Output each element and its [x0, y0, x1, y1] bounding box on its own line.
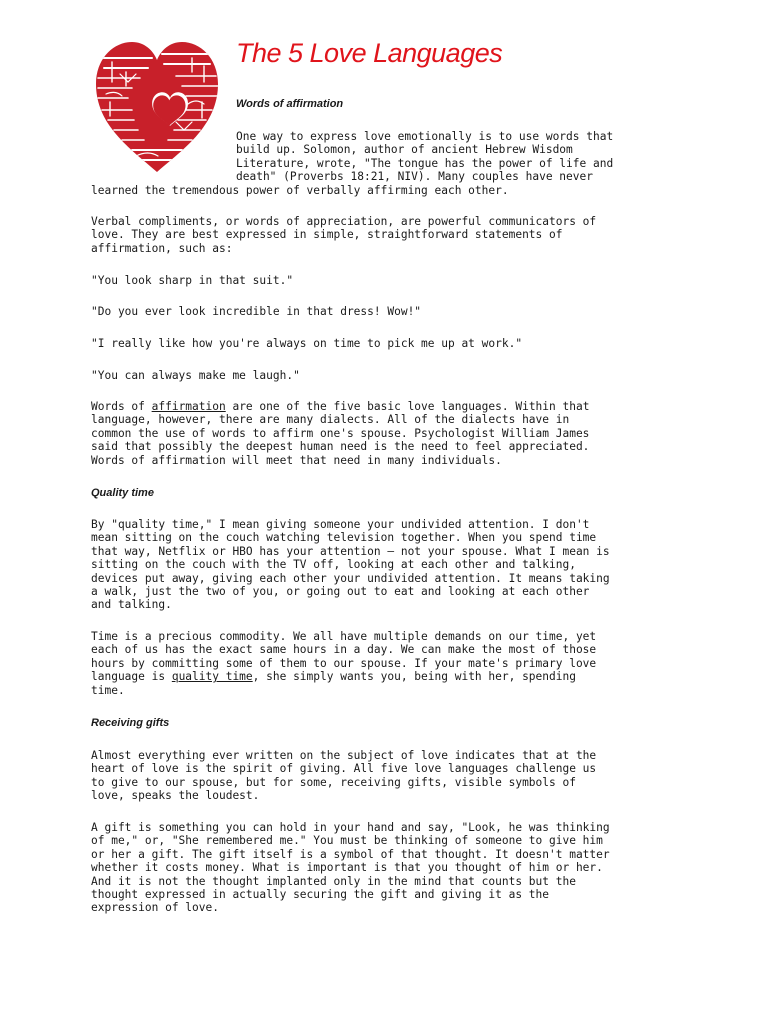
section-heading-words-of-affirmation: Words of affirmation: [236, 98, 344, 110]
paragraph-time-commodity: [91, 630, 596, 697]
affirmation-link[interactable]: affirmation: [151, 400, 226, 413]
intro-line: build up. Solomon, author of ancient Hebrew Wisdom: [236, 143, 573, 157]
intro-line: Literature, wrote, "The tongue has the power of life and: [236, 156, 614, 170]
intro-line: death" (Proverbs 18:21, NIV). Many couples have never: [236, 170, 593, 184]
paragraph-quality-time-definition: By "quality time," I mean giving someone your undivided attention. I don't mean sitting on the couch watching television together. When you spend time that way, Netflix or HBO has your attention – not your spouse. What I mean is sitting on the couch with the TV off, looking at each other and talking, devices put away, giving each other your undivided attention. It means taking a walk, just the two of you, or going out to eat and looking at each other and talking.: [91, 518, 610, 612]
text-run: Words of: [91, 400, 152, 413]
section-heading-receiving-gifts: Receiving gifts: [91, 717, 170, 729]
section-heading-quality-time: Quality time: [91, 487, 154, 499]
quote: "You can always make me laugh.": [91, 369, 300, 382]
page-title: The 5 Love Languages: [236, 38, 503, 68]
intro-continuation: learned the tremendous power of verbally affirming each other.: [91, 183, 509, 197]
text-run: Time is a precious commodity. We all have multiple demands on our time, yet each of us has the exact same hours in a day. We can make the most of those hours by committing some of them to our spouse. If your mate's primary love language is: [91, 630, 597, 684]
intro-paragraph: [236, 130, 613, 184]
paragraph-gift-symbol: A gift is something you can hold in your hand and say, "Look, he was thinking of me," or, "She remembered me." You must be thinking of someone to give him or her a gift. The gift itself is a symbol of that thought. It doesn't matter whether it costs money. What is important is that you thought of him or her. And it is not the thought implanted only in the mind that counts but the thought expressed in actually securing the gift and giving it as the expression of love.: [91, 821, 610, 915]
text-run: are one of the five basic love languages. Within that language, however, there are many dialects. All of the dialects have in common the use of words to affirm one's spouse. Psychologist William James said that possibly the deepest human need is the need to feel appreciated. Words of affirmation will meet that need in many individuals.: [91, 400, 590, 467]
quote: "I really like how you're always on time to pick me up at work.": [91, 337, 523, 350]
quote: "You look sharp in that suit.": [91, 274, 294, 287]
quality-time-link[interactable]: quality time: [171, 670, 253, 684]
paragraph-spirit-of-giving: Almost everything ever written on the subject of love indicates that at the heart of love is the spirit of giving. All five love languages challenge us to give to our spouse, but for some, receiving gifts, visible symbols of love, speaks the loudest.: [91, 749, 597, 803]
heart-word-cloud-icon: [92, 38, 222, 174]
intro-line: One way to express love emotionally is to use words that: [236, 130, 614, 143]
paragraph-verbal-compliments: Verbal compliments, or words of appreciation, are powerful communicators of love. They are best expressed in simple, straightforward statements of affirmation, such as:: [91, 215, 597, 255]
paragraph-affirmation-dialects: [91, 400, 589, 467]
quote: "Do you ever look incredible in that dress! Wow!": [91, 305, 422, 318]
text-run: , she simply wants you, being with her, spending time.: [91, 670, 576, 697]
